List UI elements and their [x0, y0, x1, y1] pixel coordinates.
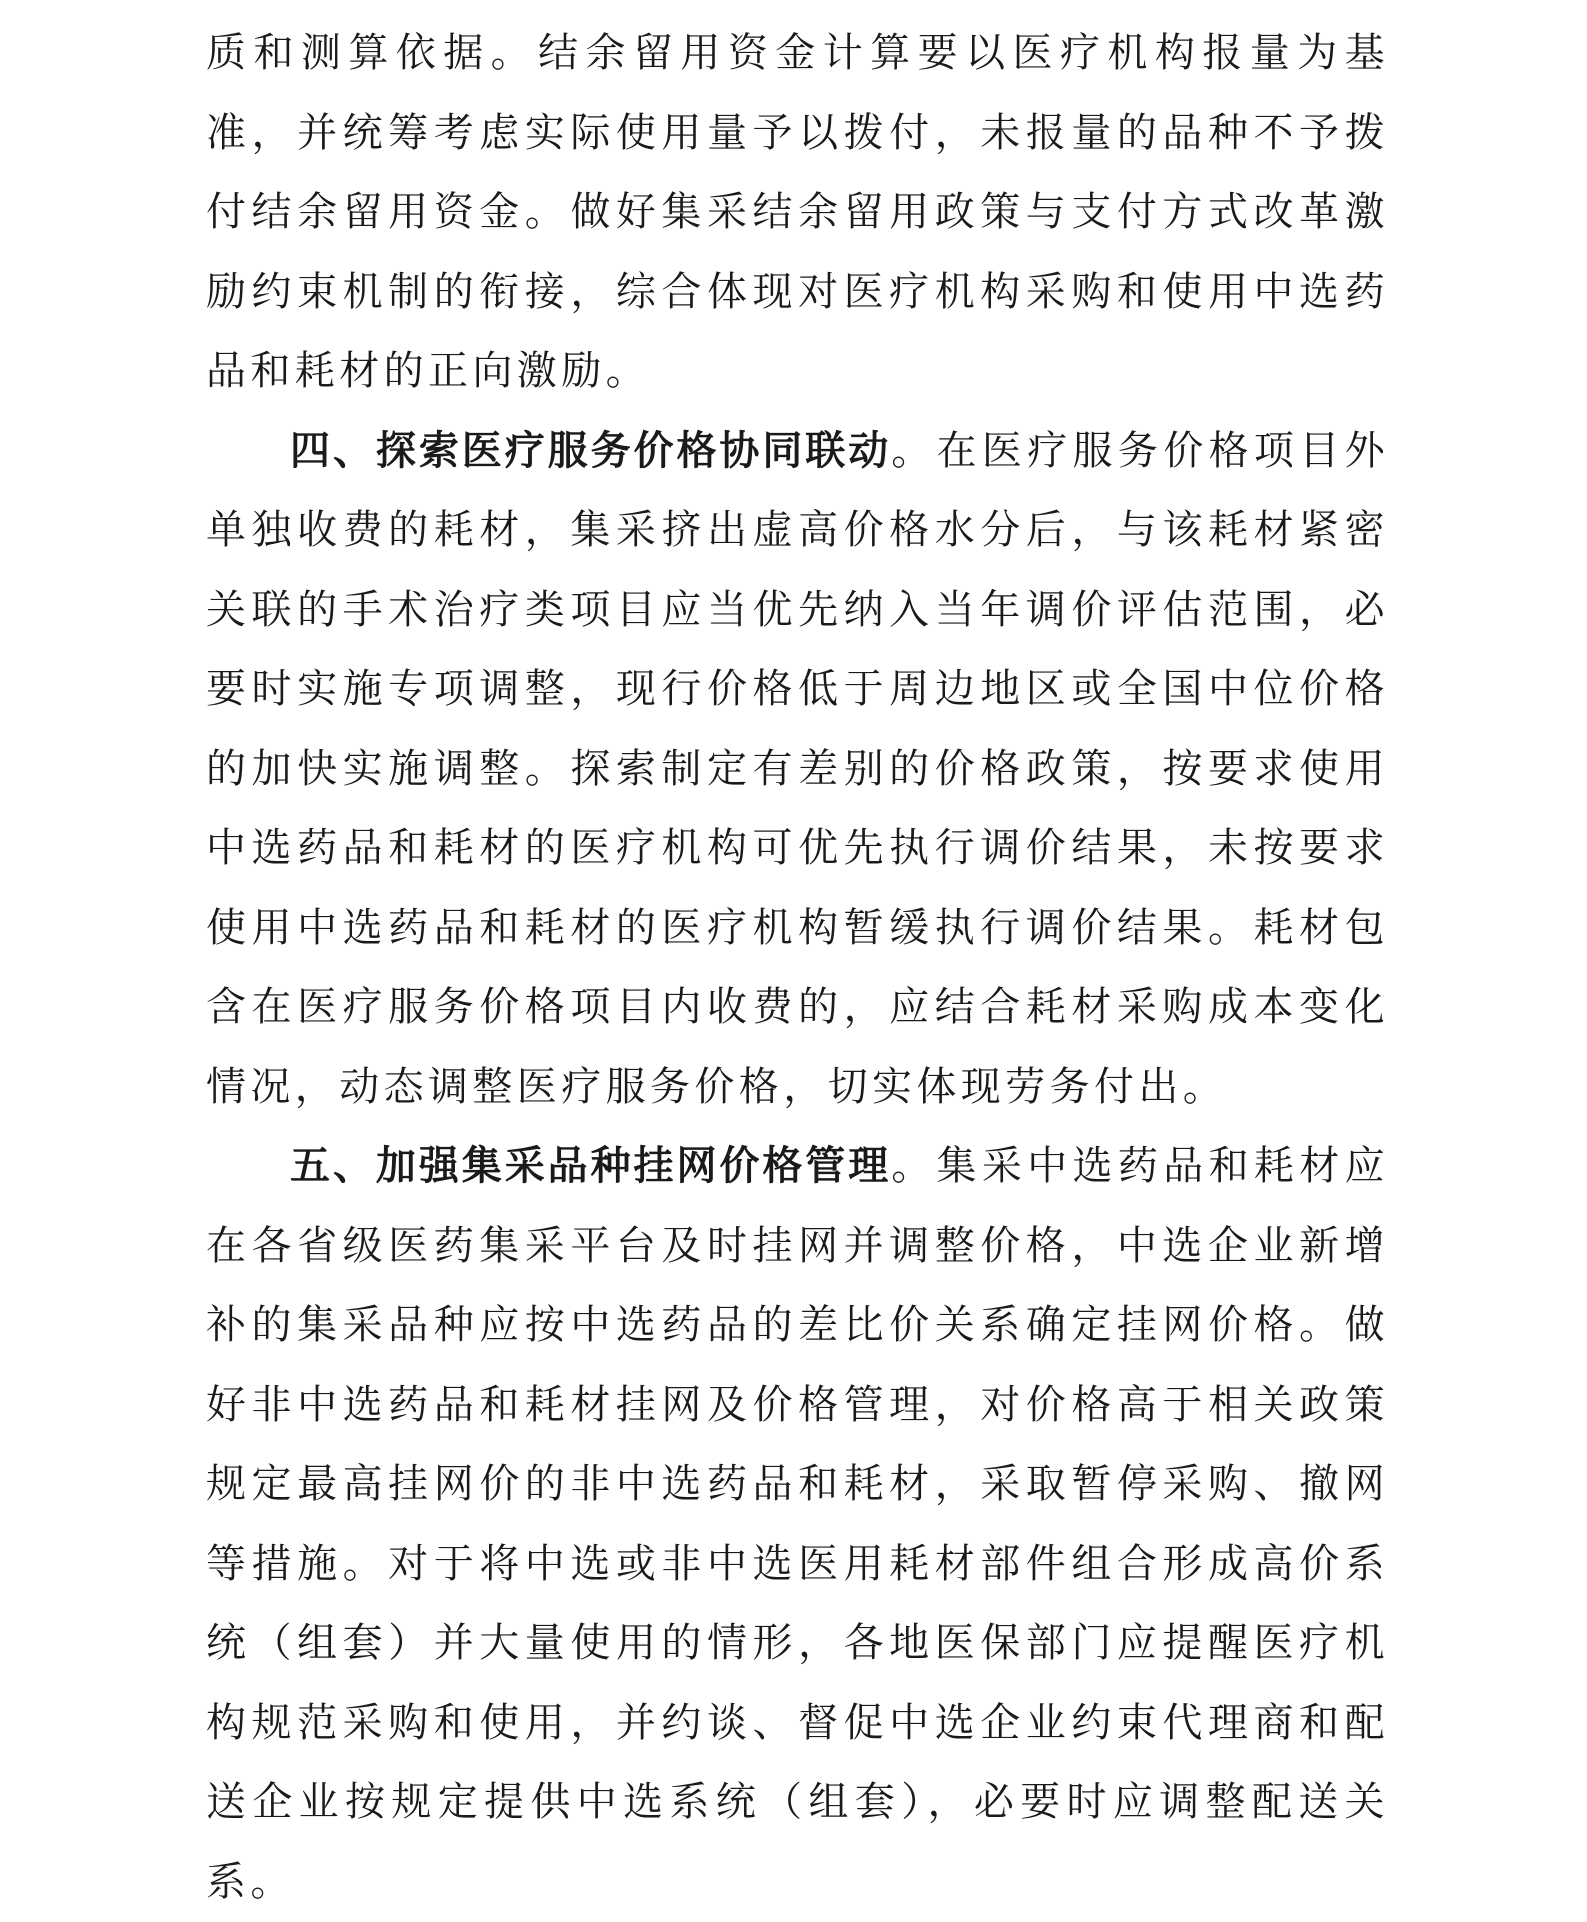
paragraph-text: 。在医疗服务价格项目外单独收费的耗材，集采挤出虚高价格水分后，与该耗材紧密关联的手术治疗类项目应当优先纳入当年调价评估范围，必要时实施专项调整，现行价格低于周边地区或全国中位价格的加快实施调整。探索制定有差别的价格政策，按要求使用中选药品和耗材的医疗机构可优先执行调价结果，未按要求使用中选药品和耗材的医疗机构暂缓执行调价结果。耗材包含在医疗服务价格项目内收费的，应结合耗材采购成本变化情况，动态调整医疗服务价格，切实体现劳务付出。 [206, 427, 1390, 1110]
paragraph-section-four [206, 412, 1389, 1128]
document-page [206, 14, 1389, 1922]
paragraph-text: 质和测算依据。结余留用资金计算要以医疗机构报量为基准，并统筹考虑实际使用量予以拨付，未报量的品种不予拨付结余留用资金。做好集采结余留用政策与支付方式改革激励约束机制的衔接，综合体现对医疗机构采购和使用中选药品和耗材的正向激励。 [206, 30, 1389, 394]
section-heading: 五、加强集采品种挂网价格管理 [290, 1143, 892, 1189]
section-heading: 四、探索医疗服务价格协同联动 [290, 427, 892, 474]
paragraph-text: 。集采中选药品和耗材应在各省级医药集采平台及时挂网并调整价格，中选企业新增补的集采品种应按中选药品的差比价关系确定挂网价格。做好非中选药品和耗材挂网及价格管理，对价格高于相关政策规定最高挂网价的非中选药品和耗材，采取暂停采购、撤网等措施。对于将中选或非中选医用耗材部件组合形成高价系统（组套）并大量使用的情形，各地医保部门应提醒医疗机构规范采购和使用，并约谈、督促中选企业约束代理商和配送企业按规定提供中选系统（组套），必要时应调整配送关系。 [206, 1143, 1390, 1905]
paragraph-continuation [206, 14, 1389, 412]
paragraph-section-five [206, 1127, 1389, 1922]
